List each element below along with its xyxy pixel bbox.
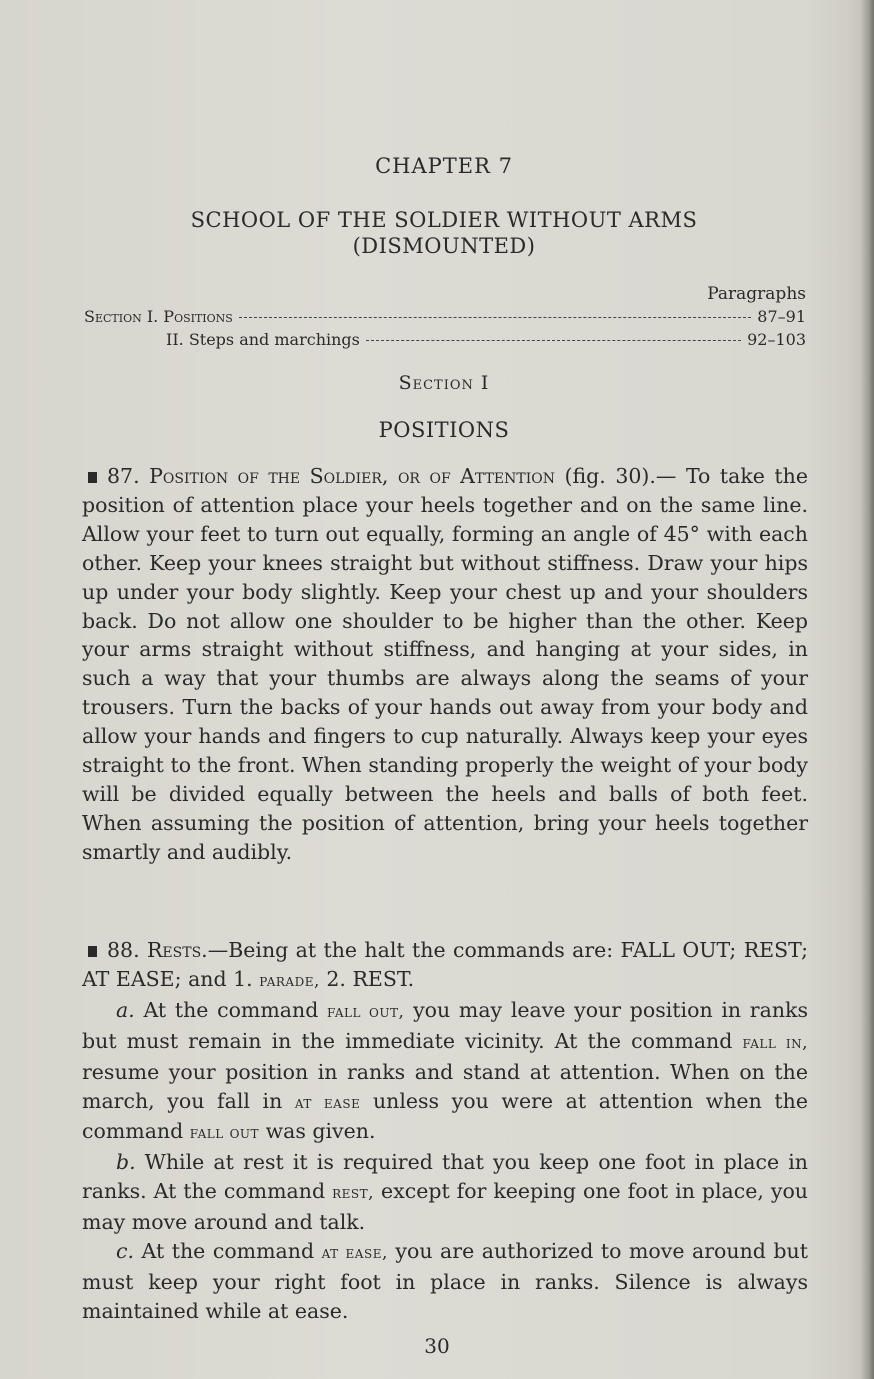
toc-row-label: II. Steps and marchings (166, 330, 360, 349)
command-term: parade, (259, 970, 320, 991)
subparagraph-letter: a. (116, 997, 135, 1022)
toc-row (84, 307, 806, 329)
text-run: At the command (141, 1239, 315, 1264)
page-edge-shadow (860, 0, 874, 1379)
text-run: resume your position in ranks and stand at attention. When on the march, you fall in (82, 1059, 808, 1113)
text-run: you may leave your position in ranks but must remain in the immediate vicinity. At the command (82, 997, 808, 1053)
section-title: POSITIONS (378, 418, 510, 442)
subparagraph-c (82, 1237, 808, 1326)
command-term: at ease, (321, 1243, 388, 1264)
paragraph-text: To take the position of attention place your heels together and on the same line. Allow your feet to turn out equally, forming an angle of 45° with each other. Keep your knees straight but without stiffness. Draw your hips up under your body slightly. Keep your chest up and your shoulders back. Do not allow one shoulder to be higher than the other. Keep your arms straight without stiffness, and hanging at your sides, in such a way that your thumbs are always along the seams of your trousers. Turn the backs of your hands out away from your body and allow your hands and fingers to cup naturally. Always keep your eyes straight to the front. When standing properly the weight of your body will be divided equally between the heels and balls of both feet. When assuming the position of attention, bring your heels together smartly and audibly. (82, 464, 808, 864)
text-run: While at rest it is required that you keep one foot in place in ranks. At the command (82, 1150, 808, 1204)
toc-paragraphs-heading: Paragraphs (707, 284, 806, 304)
toc-row-label: Section I. Positions (84, 307, 233, 326)
command-term: at ease (294, 1092, 361, 1113)
toc-row-pages: 87–91 (757, 307, 806, 326)
paragraph-intro: —Being at the halt the commands are: FALL OUT; REST; AT EASE; and 1. (82, 938, 808, 991)
command-term: fall out (189, 1123, 260, 1144)
paragraph-87 (82, 462, 808, 867)
toc-row-pages: 92–103 (747, 330, 806, 349)
paragraph-heading: Position of the Soldier, or of Attention (149, 464, 555, 488)
paragraph-heading-tail: (fig. 30).— (564, 464, 677, 488)
chapter-title-line2: (DISMOUNTED) (352, 234, 536, 258)
text-run: unless you were at attention when the command (82, 1088, 808, 1144)
toc-leader (366, 340, 741, 341)
text-run: was given. (265, 1119, 376, 1144)
command-term: fall in, (742, 1032, 808, 1053)
subparagraph-b (82, 1148, 808, 1237)
paragraph-marker-icon (88, 946, 97, 957)
subparagraph-letter: b. (116, 1150, 136, 1175)
paragraph-marker-icon (88, 472, 97, 483)
paragraph-heading: Rests. (146, 938, 208, 962)
paragraph-number: 87. (107, 464, 140, 488)
subparagraph-letter: c. (116, 1239, 134, 1264)
paragraph-number: 88. (107, 938, 140, 962)
text-run: except for keeping one foot in place, you may move around and talk. (82, 1179, 808, 1235)
toc-leader (239, 317, 751, 318)
text-run: you are authorized to move around but must keep your right foot in place in ranks. Silence is always maintained while at ease. (82, 1239, 808, 1323)
paragraph-88 (82, 936, 808, 1326)
command-term: rest, (332, 1183, 375, 1204)
paragraph-intro-end: 2. REST. (326, 966, 415, 991)
text-run: At the command (143, 997, 319, 1022)
page-number: 30 (424, 1334, 450, 1358)
subparagraph-a (82, 996, 808, 1149)
command-term: fall out, (327, 1001, 405, 1022)
chapter-heading: CHAPTER 7 (375, 154, 513, 178)
section-heading: Section I (398, 372, 490, 394)
chapter-title-line1: SCHOOL OF THE SOLDIER WITHOUT ARMS (190, 208, 698, 232)
toc-row (166, 330, 806, 352)
